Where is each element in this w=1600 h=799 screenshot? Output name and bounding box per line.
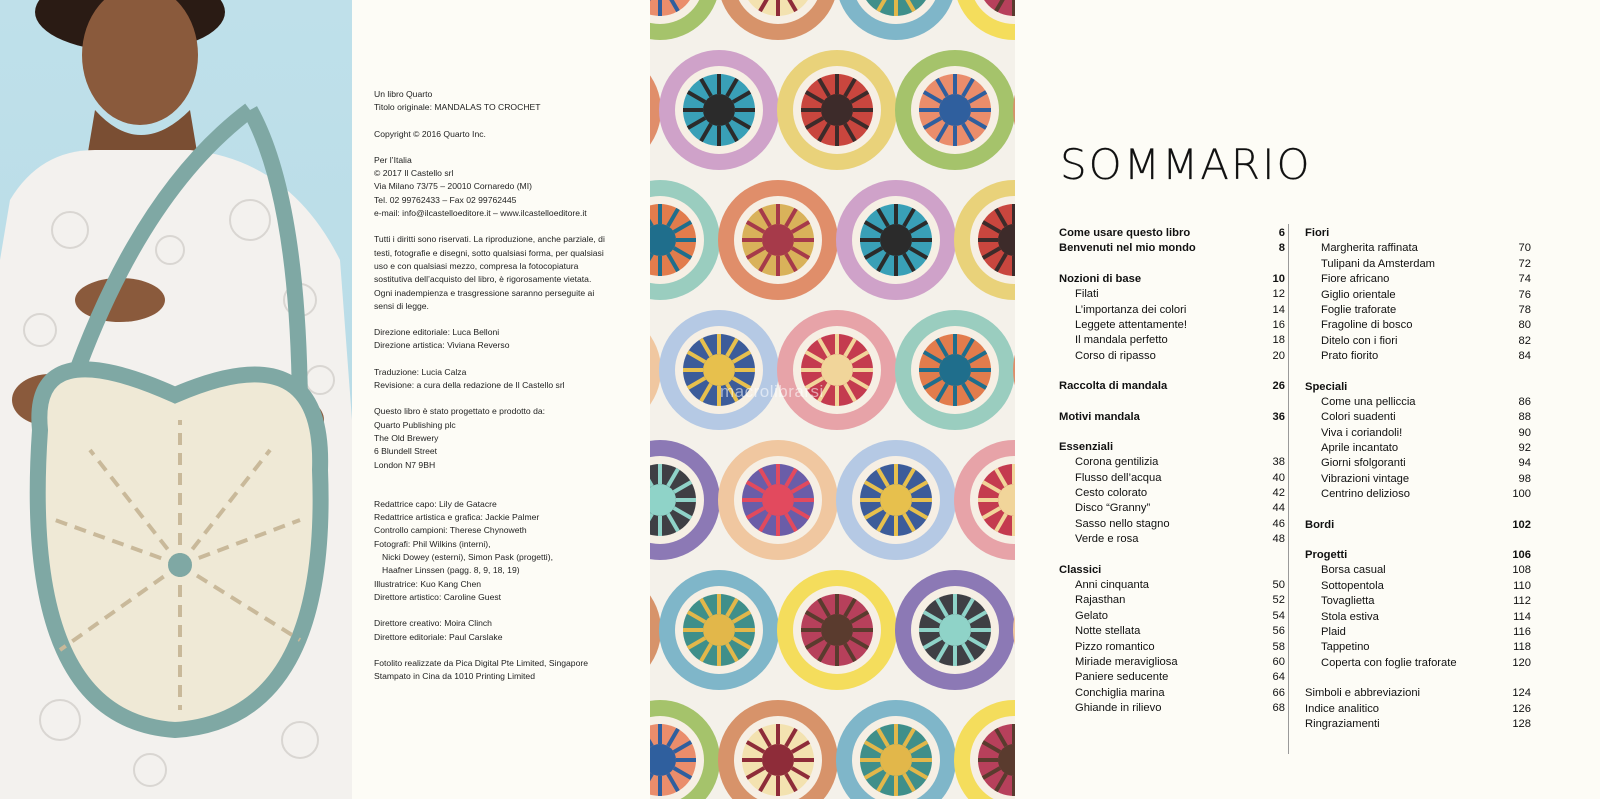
toc-column-right bbox=[1305, 226, 1531, 732]
toc-entry-label: Pizzo romantico bbox=[1075, 640, 1155, 653]
toc-entry-label: Vibrazioni vintage bbox=[1321, 472, 1410, 485]
colophon-line: Fotolito realizzate da Pica Digital Pte Limited, Singapore bbox=[374, 657, 589, 668]
toc-entry-page: 66 bbox=[1272, 686, 1285, 699]
colophon-line: uso e con qualsiasi mezzo, compresa la fotocopiatura bbox=[374, 260, 579, 271]
toc-entry-label: Essenziali bbox=[1059, 440, 1114, 453]
toc-entry bbox=[1059, 303, 1285, 318]
mandala-motif bbox=[836, 440, 956, 560]
toc-entry-page: 42 bbox=[1272, 487, 1285, 500]
toc-entry-page: 44 bbox=[1272, 502, 1285, 515]
colophon-line: The Old Brewery bbox=[374, 432, 439, 443]
toc-entry-page: 48 bbox=[1272, 533, 1285, 546]
colophon-block bbox=[374, 326, 614, 353]
toc-entry-label: Fragoline di bosco bbox=[1321, 319, 1413, 332]
toc-entry-page: 14 bbox=[1272, 303, 1285, 316]
toc-entry-page: 120 bbox=[1512, 656, 1531, 669]
toc-entry-page: 46 bbox=[1272, 517, 1285, 530]
colophon-line: Controllo campioni: Therese Chynoweth bbox=[374, 525, 527, 536]
toc-entry bbox=[1059, 333, 1285, 348]
toc-entry bbox=[1305, 441, 1531, 456]
toc-entry-page: 40 bbox=[1272, 471, 1285, 484]
toc-entry-label: Stola estiva bbox=[1321, 610, 1379, 623]
colophon-line: Direttore artistico: Caroline Guest bbox=[374, 591, 502, 602]
toc-entry-page: 112 bbox=[1513, 595, 1531, 608]
toc-entry-page: 72 bbox=[1518, 257, 1531, 270]
colophon-line: Via Milano 73/75 – 20010 Cornaredo (MI) bbox=[374, 181, 532, 192]
mandala-motif bbox=[659, 310, 779, 430]
toc-entry bbox=[1305, 380, 1531, 395]
toc-entry bbox=[1305, 303, 1531, 318]
toc-entry-label: Corso di ripasso bbox=[1075, 349, 1156, 362]
colophon-line: Ogni inadempienza e trasgressione saranno perseguite ai bbox=[374, 287, 595, 298]
toc-entry-page: 114 bbox=[1513, 610, 1531, 623]
mandala-motif bbox=[954, 440, 1015, 560]
toc-entry-label: Rajasthan bbox=[1075, 594, 1126, 607]
toc-entry-page: 16 bbox=[1272, 318, 1285, 331]
toc-entry bbox=[1305, 579, 1531, 594]
toc-entry-page: 84 bbox=[1518, 350, 1531, 363]
toc-entry-page: 94 bbox=[1518, 457, 1531, 470]
toc-entry bbox=[1059, 226, 1285, 241]
toc-entry-label: Fiori bbox=[1305, 227, 1330, 239]
toc-entry-label: Flusso dell’acqua bbox=[1075, 471, 1162, 484]
toc-entry-page: 86 bbox=[1518, 395, 1531, 408]
toc-entry-label: Prato fiorito bbox=[1321, 350, 1379, 363]
toc-entry bbox=[1059, 563, 1285, 578]
colophon-block bbox=[374, 657, 614, 684]
toc-entry bbox=[1305, 472, 1531, 487]
toc-entry-page: 20 bbox=[1272, 349, 1285, 362]
toc-entry-label: Progetti bbox=[1305, 549, 1348, 562]
mandala-motif bbox=[954, 180, 1015, 300]
toc-entry-page: 58 bbox=[1272, 640, 1285, 653]
toc-entry bbox=[1305, 426, 1531, 441]
toc-entry-label: Margherita raffinata bbox=[1321, 242, 1418, 255]
toc-entry-label: Colori suadenti bbox=[1321, 411, 1396, 424]
toc-entry-page: 68 bbox=[1272, 702, 1285, 715]
toc-entry bbox=[1305, 318, 1531, 333]
toc-entry bbox=[1305, 717, 1531, 732]
toc-entry-label: Tulipani da Amsterdam bbox=[1321, 257, 1435, 270]
toc-entry-page: 126 bbox=[1512, 702, 1531, 715]
toc-entry-page: 56 bbox=[1272, 625, 1285, 638]
toc-entry-page: 110 bbox=[1513, 579, 1531, 592]
toc-entry-label: Cesto colorato bbox=[1075, 487, 1148, 500]
colophon-line: Direttore creativo: Moira Clinch bbox=[374, 618, 492, 629]
toc-entry-page: 64 bbox=[1272, 671, 1285, 684]
toc-entry-label: Il mandala perfetto bbox=[1075, 334, 1168, 347]
mandala-motif bbox=[836, 180, 956, 300]
toc-entry-page: 124 bbox=[1512, 687, 1531, 700]
toc-entry bbox=[1059, 318, 1285, 333]
toc-entry bbox=[1305, 640, 1531, 655]
toc-entry-label: Verde e rosa bbox=[1075, 533, 1139, 546]
colophon-line: Quarto Publishing plc bbox=[374, 419, 456, 430]
toc-entry bbox=[1305, 625, 1531, 640]
toc-entry bbox=[1059, 624, 1285, 639]
toc-entry-page: 12 bbox=[1272, 288, 1285, 301]
toc-entry-label: Disco “Granny” bbox=[1075, 502, 1151, 515]
toc-entry bbox=[1059, 287, 1285, 302]
toc-entry bbox=[1305, 334, 1531, 349]
toc-entry bbox=[1305, 487, 1531, 502]
toc-entry-label: L’importanza dei colori bbox=[1075, 303, 1187, 316]
toc-entry bbox=[1305, 456, 1531, 471]
mandala-motif bbox=[954, 0, 1015, 40]
toc-entry-label: Filati bbox=[1075, 288, 1099, 301]
toc-entry-page: 88 bbox=[1518, 411, 1531, 424]
toc-entry-page: 108 bbox=[1512, 564, 1531, 577]
toc-entry-label: Ringraziamenti bbox=[1305, 717, 1380, 730]
mandala-motif bbox=[650, 440, 720, 560]
colophon-block bbox=[374, 154, 614, 220]
colophon-line: Per l’Italia bbox=[374, 154, 412, 165]
toc-entry bbox=[1305, 226, 1531, 241]
colophon-line: Copyright © 2016 Quarto Inc. bbox=[374, 128, 486, 139]
mandala-motif bbox=[718, 180, 838, 300]
mandala-motif bbox=[650, 700, 720, 799]
colophon-line: e-mail: info@ilcastelloeditore.it – www.ilcastelloeditore.it bbox=[374, 208, 587, 219]
toc-entry-page: 90 bbox=[1518, 426, 1531, 439]
toc-entry bbox=[1059, 701, 1285, 716]
colophon-line: testi, fotografie e disegni, sotto qualsiasi forma, per qualsiasi bbox=[374, 247, 604, 258]
colophon-line: Revisione: a cura della redazione de Il Castello srl bbox=[374, 380, 565, 391]
toc-entry-page: 128 bbox=[1512, 717, 1531, 730]
watermark-text: macrolibrarsi bbox=[720, 382, 824, 401]
toc-entry-label: Sottopentola bbox=[1321, 579, 1384, 592]
colophon-block bbox=[374, 405, 614, 471]
toc-entry-page: 116 bbox=[1513, 625, 1531, 638]
toc-entry bbox=[1059, 609, 1285, 624]
colophon-line: Redattrice capo: Lily de Gatacre bbox=[374, 498, 497, 509]
colophon-line: Un libro Quarto bbox=[374, 89, 433, 99]
toc-entry-page: 38 bbox=[1272, 456, 1285, 469]
toc-entry bbox=[1059, 655, 1285, 670]
toc-entry-page: 76 bbox=[1518, 288, 1531, 301]
toc-entry-label: Leggete attentamente! bbox=[1075, 318, 1187, 331]
toc-entry-label: Giorni sfolgoranti bbox=[1321, 457, 1406, 470]
toc-entry bbox=[1305, 594, 1531, 609]
toc-entry-label: Tovaglietta bbox=[1321, 595, 1375, 608]
colophon-line: Fotografi: Phil Wilkins (interni), bbox=[374, 538, 491, 549]
colophon-line: Traduzione: Lucia Calza bbox=[374, 366, 467, 377]
toc-entry-label: Tappetino bbox=[1321, 641, 1370, 654]
toc-entry-label: Centrino delizioso bbox=[1321, 488, 1410, 501]
toc-entry bbox=[1059, 486, 1285, 501]
toc-entry bbox=[1059, 578, 1285, 593]
mandala-motif bbox=[777, 310, 897, 430]
toc-entry-label: Raccolta di mandala bbox=[1059, 380, 1168, 393]
toc-entry bbox=[1305, 656, 1531, 671]
toc-entry-label: Bordi bbox=[1305, 518, 1335, 531]
toc-entry-label: Simboli e abbreviazioni bbox=[1305, 687, 1421, 700]
colophon-line: Tel. 02 99762433 – Fax 02 99762445 bbox=[374, 194, 517, 205]
colophon-line: 6 Blundell Street bbox=[374, 446, 438, 457]
mandala-motif bbox=[650, 0, 720, 40]
colophon-line: Stampato in Cina da 1010 Printing Limited bbox=[374, 671, 535, 682]
colophon-block bbox=[374, 233, 614, 313]
toc-entry-label: Aprile incantato bbox=[1321, 442, 1399, 455]
toc-entry bbox=[1305, 257, 1531, 272]
mandala-motif bbox=[777, 50, 897, 170]
mandala-motif bbox=[659, 50, 779, 170]
toc-entry-label: Gelato bbox=[1075, 609, 1108, 622]
colophon-line: Redattrice artistica e grafica: Jackie Palmer bbox=[374, 512, 540, 523]
toc-title: SOMMARIO bbox=[1060, 140, 1312, 189]
toc-entry-label: Coperta con foglie traforate bbox=[1321, 656, 1457, 669]
toc-entry-label: Indice analitico bbox=[1305, 702, 1380, 715]
colophon-block bbox=[374, 617, 614, 644]
mandala-motif bbox=[954, 700, 1015, 799]
colophon-line: London N7 9BH bbox=[374, 459, 436, 470]
mandala-motif bbox=[836, 0, 956, 40]
toc-entry-label: Foglie traforate bbox=[1321, 303, 1397, 316]
toc-entry-label: Ghiande in rilievo bbox=[1075, 702, 1162, 715]
toc-entry bbox=[1305, 288, 1531, 303]
colophon-line: Questo libro è stato progettato e prodotto da: bbox=[374, 406, 546, 417]
colophon-line: Direttore editoriale: Paul Carslake bbox=[374, 631, 503, 642]
toc-entry-label: Nozioni di base bbox=[1059, 272, 1142, 285]
toc-entry bbox=[1059, 349, 1285, 364]
mandala-motif bbox=[895, 570, 1015, 690]
toc-entry bbox=[1059, 640, 1285, 655]
toc-entry-page: 102 bbox=[1512, 518, 1531, 531]
mandala-motif bbox=[718, 0, 838, 40]
colophon-line: Direzione artistica: Viviana Reverso bbox=[374, 340, 510, 351]
toc-entry-page: 26 bbox=[1272, 380, 1285, 393]
colophon-block bbox=[374, 366, 614, 393]
colophon-line: Haafner Linssen (pagg. 8, 9, 18, 19) bbox=[382, 565, 520, 576]
toc-entry-label: Come usare questo libro bbox=[1059, 227, 1191, 239]
mandala-illustration bbox=[650, 0, 1015, 799]
colophon-line: Titolo originale: MANDALAS TO CROCHET bbox=[374, 102, 541, 113]
toc-entry bbox=[1059, 686, 1285, 701]
toc-entry bbox=[1059, 532, 1285, 547]
toc-entry-page: 70 bbox=[1518, 242, 1531, 255]
toc-entry bbox=[1059, 471, 1285, 486]
toc-entry-label: Sasso nello stagno bbox=[1075, 517, 1170, 530]
toc-divider bbox=[1288, 224, 1289, 754]
toc-entry-page: 100 bbox=[1512, 488, 1531, 501]
toc-entry-label: Benvenuti nel mio mondo bbox=[1059, 242, 1196, 255]
colophon-line: Illustratrice: Kuo Kang Chen bbox=[374, 578, 482, 589]
toc-entry bbox=[1059, 593, 1285, 608]
toc-entry bbox=[1305, 610, 1531, 625]
toc-entry bbox=[1059, 501, 1285, 516]
colophon-line: sensi di legge. bbox=[374, 300, 429, 311]
toc-entry-label: Giglio orientale bbox=[1321, 288, 1396, 301]
toc-entry-label: Anni cinquanta bbox=[1075, 579, 1150, 592]
toc-entry bbox=[1305, 548, 1531, 563]
colophon-line: © 2017 Il Castello srl bbox=[374, 168, 454, 179]
toc-entry-page: 10 bbox=[1272, 272, 1285, 285]
toc-entry-label: Conchiglia marina bbox=[1075, 686, 1165, 699]
toc-entry-label: Plaid bbox=[1321, 625, 1346, 638]
toc-entry-page: 92 bbox=[1518, 442, 1531, 455]
toc-entry-page: 6 bbox=[1278, 227, 1285, 239]
toc-column-left bbox=[1059, 226, 1285, 717]
toc-entry-page: 60 bbox=[1272, 655, 1285, 668]
colophon-line: Nicki Dowey (esterni), Simon Pask (progetti), bbox=[382, 552, 553, 563]
mandala-motif bbox=[777, 570, 897, 690]
mandala-motif bbox=[836, 700, 956, 799]
toc-entry-label: Viva i coriandoli! bbox=[1321, 426, 1403, 439]
toc-entry bbox=[1305, 395, 1531, 410]
toc-entry bbox=[1305, 272, 1531, 287]
toc-entry-label: Corona gentilizia bbox=[1075, 456, 1159, 469]
toc-entry-page: 74 bbox=[1518, 273, 1531, 286]
toc-entry-label: Notte stellata bbox=[1075, 625, 1141, 638]
colophon-line: Direzione editoriale: Luca Belloni bbox=[374, 327, 500, 338]
bag-photo-illustration bbox=[0, 0, 352, 799]
toc-entry bbox=[1059, 272, 1285, 287]
toc-entry-page: 98 bbox=[1518, 472, 1531, 485]
colophon-block bbox=[374, 88, 614, 115]
mandala-motif bbox=[650, 180, 720, 300]
mandala-motif bbox=[895, 50, 1015, 170]
toc-entry-label: Paniere seducente bbox=[1075, 671, 1169, 684]
toc-entry bbox=[1305, 702, 1531, 717]
toc-entry bbox=[1059, 455, 1285, 470]
toc-entry bbox=[1059, 241, 1285, 256]
toc-entry bbox=[1059, 379, 1285, 394]
colophon-line: sostitutiva dell’acquisto del libro, è rigorosamente vietata. bbox=[374, 274, 592, 285]
toc-entry-label: Ditelo con i fiori bbox=[1321, 334, 1398, 347]
toc-entry-page: 52 bbox=[1272, 594, 1285, 607]
toc-entry-label: Come una pelliccia bbox=[1321, 395, 1416, 408]
toc-entry-label: Motivi mandala bbox=[1059, 410, 1140, 423]
toc-entry bbox=[1059, 440, 1285, 455]
toc-entry-label: Borsa casual bbox=[1321, 564, 1386, 577]
toc-entry-page: 80 bbox=[1518, 319, 1531, 332]
mandala-motif bbox=[895, 310, 1015, 430]
toc-entry-page: 54 bbox=[1272, 609, 1285, 622]
toc-entry-page: 78 bbox=[1518, 303, 1531, 316]
toc-entry bbox=[1305, 563, 1531, 578]
toc-entry-page: 118 bbox=[1513, 641, 1531, 654]
toc-entry-label: Miriade meravigliosa bbox=[1075, 655, 1178, 668]
colophon-page bbox=[352, 0, 650, 799]
colophon-block bbox=[374, 498, 614, 604]
toc-entry-label: Fiore africano bbox=[1321, 273, 1390, 286]
mandala-motif bbox=[659, 570, 779, 690]
toc-entry bbox=[1305, 410, 1531, 425]
toc-entry-page: 106 bbox=[1512, 549, 1531, 562]
toc-entry-label: Classici bbox=[1059, 563, 1102, 576]
toc-entry bbox=[1059, 517, 1285, 532]
toc-page bbox=[1015, 0, 1600, 799]
mandala-photo bbox=[650, 0, 1015, 799]
toc-entry bbox=[1305, 241, 1531, 256]
toc-entry-page: 18 bbox=[1272, 334, 1285, 347]
toc-entry-label: Speciali bbox=[1305, 380, 1348, 393]
toc-entry bbox=[1305, 518, 1531, 533]
toc-entry bbox=[1305, 686, 1531, 701]
colophon-line: Tutti i diritti sono riservati. La riproduzione, anche parziale, di bbox=[374, 234, 605, 245]
toc-entry bbox=[1305, 349, 1531, 364]
colophon-block bbox=[374, 128, 614, 141]
bag-photo bbox=[0, 0, 352, 799]
colophon-text bbox=[374, 88, 614, 696]
mandala-motif bbox=[718, 440, 838, 560]
toc-entry-page: 36 bbox=[1272, 410, 1285, 423]
toc-entry-page: 50 bbox=[1272, 579, 1285, 592]
toc-entry-page: 8 bbox=[1278, 242, 1285, 255]
toc-entry bbox=[1059, 410, 1285, 425]
toc-entry-page: 82 bbox=[1518, 334, 1531, 347]
toc-entry bbox=[1059, 670, 1285, 685]
mandala-motif bbox=[718, 700, 838, 799]
